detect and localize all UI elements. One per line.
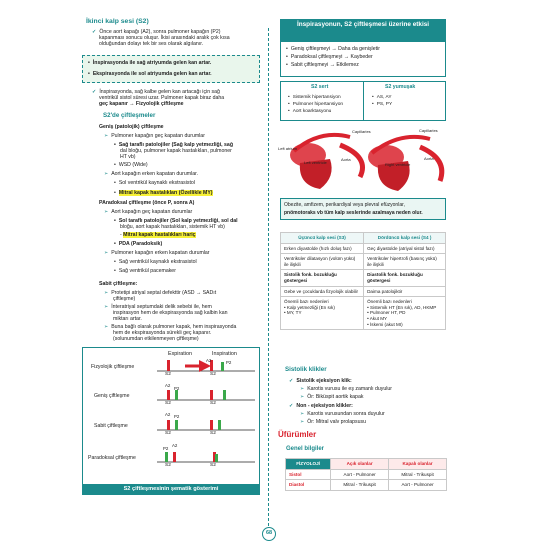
column-divider [268, 28, 269, 526]
insp-2: ventrikül sistol süresi uzar. Pulmoner kapak biraz daha [99, 95, 225, 101]
diagram-col-expiration: Expiration [168, 351, 192, 357]
genis-title: Geniş (patolojik) çiftleşme [99, 124, 164, 130]
s4-cell: Diastolik fonk. bozukluğu göstergesi [364, 270, 446, 286]
s2-intro-2: kapanması sonucu oluşur. İkisi arasındaki aralık çok kısa [99, 35, 230, 41]
paradoks-7: • Sağ ventrikül kaynaklı ekstrasistol [114, 259, 197, 265]
effect-1: • Geniş çiftleşmeyi → Daha da genişletir [286, 46, 380, 52]
klik-6: ➢ Ör: Mitral valv prolapsusu [300, 419, 366, 425]
diagram-p2-2: P2 [174, 386, 180, 391]
s4-cell: Geç diyastolde (atriyal sistol fazı) [364, 243, 446, 254]
ufurum-cell: Mitral - Trikuspit [389, 469, 447, 480]
sabit-2: çiftleşme) [113, 296, 136, 302]
s3-cell: Sistolik fonk. bozukluğu göstergesi [281, 270, 364, 286]
yumusak-1: • AS, AY [372, 95, 392, 101]
diagram-p2-3: P2 [174, 414, 180, 419]
highlight-1: • İnspirasyonda ile sağ atriyumda gelen kan artar. [88, 60, 211, 66]
s4-cell: Önemli bazı nedenleri • Sistemik HT (En sık), AD, HKMP • Pulmoner HT, PD • Akut MY • İskemi (akut MI) [364, 297, 446, 330]
diagram-row-3: Sabit çiftleşme [94, 423, 128, 429]
heart-la: Left atrium [278, 146, 297, 151]
genis-3: dal bloğu, pulmoner kapak hastalıkları, pulmoner [120, 148, 232, 154]
genis-4: HT vb) [120, 154, 136, 160]
paradoks-1: ➢ Aort kapağın geç kapatan durumlar [104, 209, 192, 215]
sabit-3: ➢ İnteratriyal septumdaki delik sebebi ile, hem [104, 304, 212, 310]
klik-2: ➢ Karotis vurusu ile eş zamanlı duyulur [300, 386, 392, 392]
sert-1: • Sistemik hipertansiyon [288, 95, 341, 101]
ufurum-cell: Mitral - Trikuspit [331, 480, 389, 491]
ufurum-cell: Diastol [286, 480, 331, 491]
ufurum-h0: FİZYOLOJİ [286, 459, 331, 470]
s2-box-divider [363, 81, 364, 121]
ufurum-table [285, 458, 447, 491]
paradoks-4: - Mitral kapak hastalıkları hariç [120, 232, 196, 238]
effect-2: • Paradoksal çiftleşmeyi → Kaybeder [286, 54, 373, 60]
page-number: 68 [262, 527, 276, 541]
diagram-col-inspiration: Inspiration [212, 351, 237, 357]
s2-title: İkinci kalp sesi (S2) [86, 18, 149, 25]
sabit-4: inspirasyon hem de ekspirasyonda sağ kalbin kan [113, 310, 228, 316]
s4-header: Dördüncü kalp sesi (S4 ) [364, 233, 446, 244]
heart-capillaries-1: Capillaries [352, 129, 371, 134]
diagram-row-4: Paradoksal çiftleşme [88, 455, 136, 461]
ufurum-cell: Aort - Pulmoner [389, 480, 447, 491]
paradoks-8: • Sağ ventrikül pacemaker [114, 268, 176, 274]
paradoks-6: ➢ Pulmoner kapağın erken kapatan durumlar [104, 250, 210, 256]
s3-cell: Gebe ve çocuklarda fizyolojik olabilir [281, 286, 364, 297]
sabit-5: miktarı artar. [113, 316, 142, 322]
effect-3: • Sabit çiftleşmeyi → Etkilemez [286, 62, 359, 68]
diagram-a2-4: A2 [172, 443, 178, 448]
diagram-row-1: Fizyolojik çiftleşme [91, 364, 135, 370]
s4-cell: Ventriküler hipertrofi (basınç yükü) ile ilişkili [364, 254, 446, 270]
diagram-caption: S2 çiftleşmesinin şematik gösterimi [82, 484, 260, 495]
sabit-8: (solunumdan etkilenmeyen çiftleşme) [113, 336, 199, 342]
s2-sert-label: S2 sert [311, 84, 329, 90]
s3-cell: Önemli bazı nedenleri • Kalp yetmezliği (En sık) • MY, TY [281, 297, 364, 330]
genis-6: ➢ Aort kapağın erken kapatan durumlar. [104, 171, 198, 177]
diagram-a2-3: A2 [165, 412, 171, 417]
heart-aorta-1: Aorta [341, 157, 351, 162]
genis-8 [114, 190, 213, 196]
s3-s4-table [280, 232, 446, 330]
diagram-a2-1: A2 [206, 358, 212, 363]
diagram-s2-3: S2 [165, 401, 171, 406]
klik-title: Sistolik klikler [285, 366, 327, 373]
klik-1: ✓ Sistolik ejeksiyon klik: [289, 378, 352, 384]
diagram-s2-2: S2 [210, 372, 216, 377]
genis-2: • Sağ taraflı patolojiler (Sağ kalp yetmezliği, sağ [114, 142, 233, 148]
s2-intro-3: olduğundan dolayı tek bir ses olarak algılanır. [99, 41, 204, 47]
yumusak-2: • PS, PY [372, 102, 392, 108]
diagram-s2-4: S2 [210, 401, 216, 406]
note-1: Obezite, amfizem, perikardiyal veya plevral efüzyonlar, [284, 202, 405, 208]
note-2: pnömotoraks vb tüm kalp seslerinde azalmaya neden olur. [284, 210, 423, 216]
diagram-s2-5: S2 [165, 431, 171, 436]
klik-4: ✓ Non - ejeksiyon klikler: [289, 403, 353, 409]
diagram-p2-1: P2 [226, 360, 232, 365]
insp-3: geç kapanır → Fizyolojik çiftleşme [99, 101, 184, 107]
s2-yumusak-label: S2 yumuşak [385, 84, 416, 90]
ufurum-h1: Açık olanlar [331, 459, 389, 470]
s3-cell: Erken diyastolde (hızlı doluş fazı) [281, 243, 364, 254]
sabit-title: Sabit çiftleşme: [99, 281, 138, 287]
paradoks-3: bloğu, aort kapak hastalıkları, sistemik HT vb) [120, 224, 225, 230]
diagram-s2-1: S2 [165, 372, 171, 377]
sabit-1: ➢ Protetipi atriyal septal defekttir (ASD → SADıt [104, 290, 216, 296]
diagram-s2-7: S2 [165, 463, 171, 468]
sabit-6: ➢ Buna bağlı olarak pulmoner kapak, hem inspirasyonda [104, 324, 236, 330]
paradoks-2: • Sol taraflı patolojiler (Sol kalp yetmezliği, sol dal [114, 218, 238, 224]
ufurum-cell: Sistol [286, 469, 331, 480]
s3-header: Üçüncü kalp sesi (S3) [281, 233, 364, 244]
heart-rv: Right ventricle [385, 162, 411, 167]
ufurum-h2: Kapalı olanlar [389, 459, 447, 470]
heart-capillaries-2: Capillaries [419, 128, 438, 133]
klik-5: ➢ Karotis vurusundan sonra duyulur [300, 411, 385, 417]
sert-2: • Pulmoner hipertansiyon [288, 102, 343, 108]
ufurum-cell: Aort - Pulmoner [331, 469, 389, 480]
ufurum-title: Üfürümler [278, 430, 317, 439]
heart-lv: Left ventricle [304, 160, 327, 165]
diagram-s2-8: S2 [210, 463, 216, 468]
paradoks-4-text: Mitral kapak hastalıkları hariç [123, 232, 196, 238]
paradoks-title: PAradoksal çiftleşme (önce P, sonra A) [99, 200, 195, 206]
heart-aorta-2: Aorta [424, 156, 434, 161]
klik-3: ➢ Ör: Biküspit aortik kapak [300, 394, 363, 400]
genis-8-text: Mitral kapak hastalıkları (Özellikle MY) [118, 190, 213, 196]
sabit-7: hem de ekspirasyonda sürekli geç kapanır. [113, 330, 212, 336]
genis-1: ➢ Pulmoner kapağın geç kapatan durumlar [104, 133, 205, 139]
insp-1: ✓ İnspirasyonda, sağ kalbe gelen kan artacağı için sağ [92, 89, 220, 95]
genis-5: • WSD (Wide) [114, 162, 148, 168]
highlight-2: • Ekspirasyonda ile sol atriyumda gelen kan artar. [88, 71, 212, 77]
s3-cell: Ventriküler dilatasyon (volüm yükü) ile ilişkili [281, 254, 364, 270]
insp-banner: İnspirasyonun, S2 çiftleşmesi üzerine etkisi [280, 19, 446, 41]
diagram-p2-4: P2 [163, 446, 169, 451]
diagram-s2-6: S2 [210, 431, 216, 436]
s4-cell: Daima patolojiktir [364, 286, 446, 297]
genel-title: Genel bilgiler [286, 446, 325, 452]
paradoks-5: • PDA (Paradoksik) [114, 241, 162, 247]
sert-3: • Aort koarktasyonu [288, 109, 331, 115]
s2-ciftlesme-title: S2'de çiftleşmeler [103, 112, 156, 119]
diagram-row-2: Geniş çiftleşme [94, 393, 130, 399]
genis-7: • Sol ventrikül kaynaklı ekstrasistol [114, 180, 195, 186]
s2-intro-1: ✓ Önce aort kapağı (A2), sonra pulmoner kapağın (P2) [92, 29, 220, 35]
diagram-a2-2: A2 [165, 383, 171, 388]
